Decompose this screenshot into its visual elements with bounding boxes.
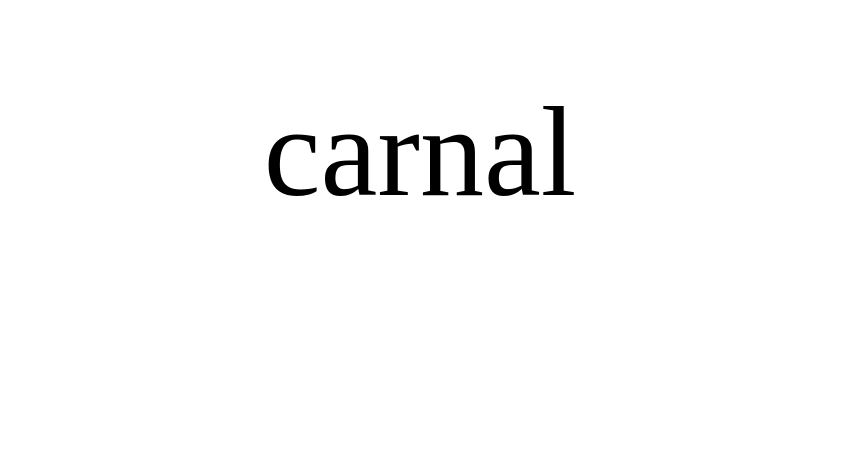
displayed-word: carnal xyxy=(263,81,577,223)
